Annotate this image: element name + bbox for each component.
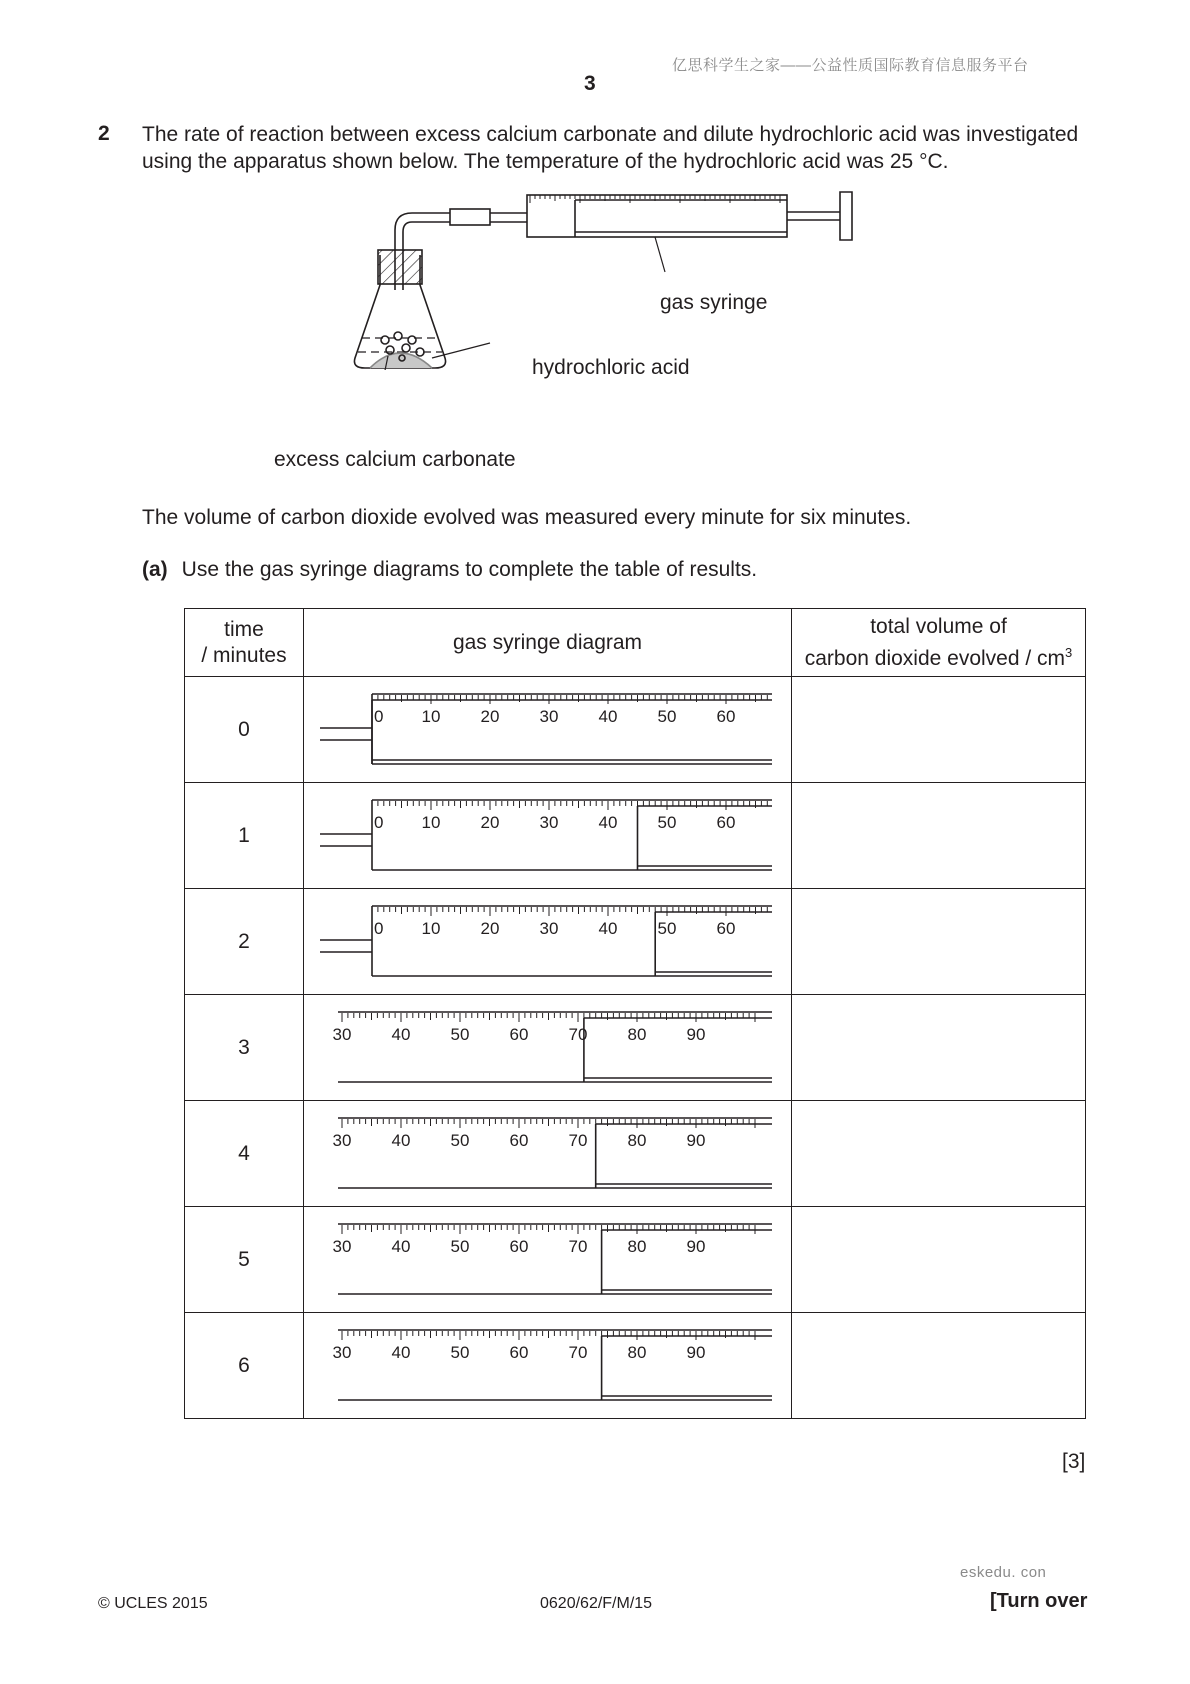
scale-label: 60 [509, 1236, 529, 1256]
marks: [3] [1062, 1450, 1086, 1473]
scale-label: 10 [421, 812, 441, 832]
syringe-diagram [304, 890, 792, 994]
scale-label: 40 [598, 918, 618, 938]
header-volume-superscript: 3 [1065, 644, 1073, 660]
table-row [185, 677, 1086, 783]
table-row [185, 995, 1086, 1101]
scale-label: 40 [598, 812, 618, 832]
syringe-diagram-cell [304, 783, 792, 889]
scale-label: 80 [627, 1130, 647, 1150]
part-a-instruction [142, 558, 757, 582]
header-volume-line-1: total volume of [870, 614, 1007, 638]
watermark-header: 亿思科学生之家——公益性质国际教育信息服务平台 [672, 57, 1029, 74]
scale-label: 60 [716, 812, 736, 832]
syringe-diagram [304, 1102, 792, 1206]
scale-label: 70 [568, 1130, 588, 1150]
time-cell: 6 [185, 1313, 304, 1419]
volume-answer-cell[interactable] [792, 677, 1086, 783]
scale-label: 50 [657, 812, 677, 832]
scale-label: 20 [480, 812, 500, 832]
syringe-diagram-cell [304, 995, 792, 1101]
scale-label: 90 [686, 1024, 706, 1044]
question-text [142, 121, 1102, 175]
scale-label: 90 [686, 1342, 706, 1362]
table-row [185, 1313, 1086, 1419]
page-number: 3 [584, 72, 596, 95]
table-row [185, 783, 1086, 889]
header-time [185, 609, 304, 677]
table-row [185, 1207, 1086, 1313]
scale-label: 50 [657, 706, 677, 726]
scale-label: 0 [374, 812, 384, 832]
syringe-diagram [304, 678, 792, 782]
table-row [185, 1101, 1086, 1207]
scale-label: 40 [391, 1342, 411, 1362]
syringe-diagram [304, 996, 792, 1100]
scale-label: 0 [374, 706, 384, 726]
volume-answer-cell[interactable] [792, 1101, 1086, 1207]
scale-label: 30 [332, 1342, 352, 1362]
apparatus-diagram [340, 190, 940, 370]
header-time-line-1: time [224, 617, 264, 641]
time-cell: 5 [185, 1207, 304, 1313]
table-row [185, 889, 1086, 995]
syringe-diagram-cell [304, 1101, 792, 1207]
scale-label: 80 [627, 1024, 647, 1044]
hydrochloric-acid-label: hydrochloric acid [532, 356, 690, 379]
syringe-diagram-cell [304, 1313, 792, 1419]
syringe-diagram [304, 784, 792, 888]
scale-label: 30 [539, 918, 559, 938]
time-cell: 0 [185, 677, 304, 783]
scale-label: 60 [716, 706, 736, 726]
scale-label: 60 [509, 1130, 529, 1150]
scale-label: 20 [480, 706, 500, 726]
scale-label: 30 [539, 812, 559, 832]
scale-label: 60 [509, 1342, 529, 1362]
scale-label: 40 [391, 1236, 411, 1256]
part-a-label: (a) [142, 558, 168, 581]
header-diagram: gas syringe diagram [304, 609, 792, 677]
scale-label: 80 [627, 1236, 647, 1256]
scale-label: 40 [598, 706, 618, 726]
part-a-text: Use the gas syringe diagrams to complete the table of results. [181, 558, 758, 581]
stopper [378, 250, 422, 284]
volume-answer-cell[interactable] [792, 995, 1086, 1101]
header-volume-line-2 [792, 640, 1085, 672]
time-cell: 1 [185, 783, 304, 889]
volume-answer-cell[interactable] [792, 783, 1086, 889]
scale-label: 70 [568, 1024, 588, 1044]
scale-label: 70 [568, 1342, 588, 1362]
scale-label: 50 [450, 1130, 470, 1150]
turn-over: [Turn over [990, 1590, 1088, 1612]
syringe-diagram [304, 1314, 792, 1418]
question-text-line-2: using the apparatus shown below. The temperature of the hydrochloric acid was 25 °C. [142, 150, 949, 173]
scale-label: 30 [332, 1130, 352, 1150]
plunger [584, 1018, 772, 1082]
syringe-barrel [527, 195, 787, 237]
scale-label: 20 [480, 918, 500, 938]
scale-label: 50 [450, 1024, 470, 1044]
header-volume-unit: carbon dioxide evolved / cm [804, 646, 1066, 670]
scale-label: 60 [509, 1024, 529, 1044]
volume-answer-cell[interactable] [792, 1207, 1086, 1313]
scale-label: 80 [627, 1342, 647, 1362]
calcium-carbonate-label: excess calcium carbonate [274, 448, 516, 471]
scale-label: 10 [421, 706, 441, 726]
syringe-diagram [304, 1208, 792, 1312]
header-volume [792, 609, 1086, 677]
syringe-diagram-cell [304, 1207, 792, 1313]
watermark-footer: eskedu. con [960, 1564, 1047, 1581]
scale-label: 50 [657, 918, 677, 938]
time-cell: 4 [185, 1101, 304, 1207]
scale-label: 0 [374, 918, 384, 938]
scale-label: 30 [332, 1024, 352, 1044]
scale-label: 60 [716, 918, 736, 938]
header-time-line-2: / minutes [201, 643, 287, 667]
syringe-diagram-cell [304, 889, 792, 995]
scale-label: 90 [686, 1130, 706, 1150]
scale-label: 10 [421, 918, 441, 938]
results-table [184, 608, 1086, 1419]
inlet-tube [320, 940, 372, 952]
volume-answer-cell[interactable] [792, 1313, 1086, 1419]
question-text-line-1: The rate of reaction between excess calcium carbonate and dilute hydrochloric acid was investigated [142, 123, 1079, 146]
gas-syringe-label: gas syringe [660, 291, 768, 314]
time-cell: 2 [185, 889, 304, 995]
scale-label: 40 [391, 1024, 411, 1044]
table-header-row [185, 609, 1086, 677]
scale-label: 50 [450, 1342, 470, 1362]
measurement-sentence: The volume of carbon dioxide evolved was measured every minute for six minutes. [142, 506, 912, 529]
scale-label: 30 [539, 706, 559, 726]
volume-answer-cell[interactable] [792, 889, 1086, 995]
scale-label: 40 [391, 1130, 411, 1150]
scale-label: 90 [686, 1236, 706, 1256]
scale-label: 30 [332, 1236, 352, 1256]
copyright: © UCLES 2015 [98, 1595, 208, 1612]
question-number: 2 [98, 122, 110, 145]
scale-label: 50 [450, 1236, 470, 1256]
inlet-tube [320, 728, 372, 740]
inlet-tube [320, 834, 372, 846]
syringe-diagram-cell [304, 677, 792, 783]
scale-label: 70 [568, 1236, 588, 1256]
paper-code: 0620/62/F/M/15 [540, 1595, 653, 1612]
time-cell: 3 [185, 995, 304, 1101]
plunger [596, 1124, 772, 1188]
